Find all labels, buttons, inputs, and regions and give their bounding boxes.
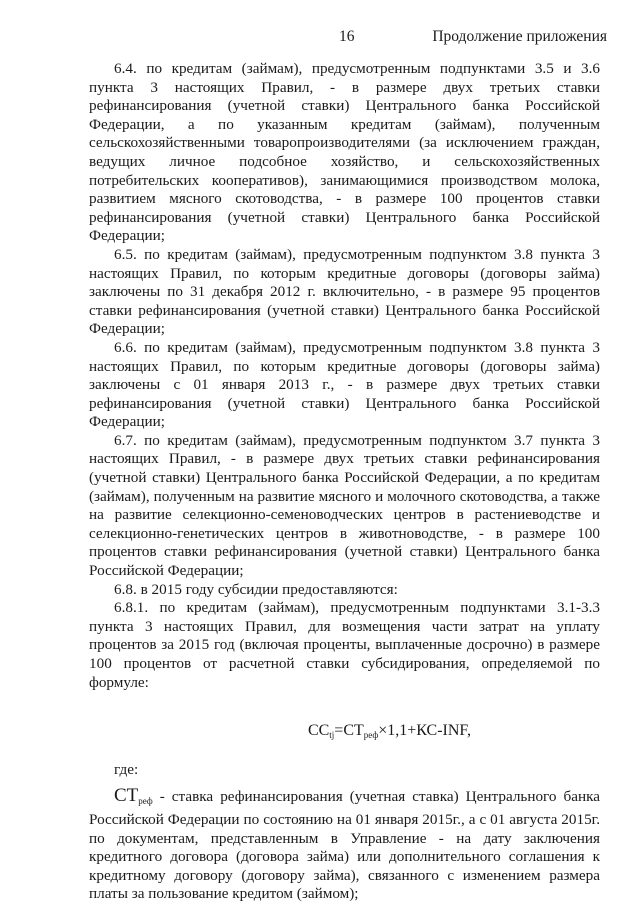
definition-symbol-sub: реф bbox=[138, 796, 153, 807]
formula-eq: = bbox=[334, 722, 344, 740]
header-note: Продолжение приложения bbox=[432, 28, 607, 45]
paragraph-6-4: 6.4. по кредитам (займам), предусмотренным подпунктами 3.5 и 3.6 пункта 3 настоящих Правил, - в размере двух третьих ставки рефинансирования (учетной ставки) Центрального банка Российской Федерации, а по указанным кредитам (займам), полученным сельскохозяйственными товаропроизводителями (за исключением граждан, ведущих личное подсобное хозяйство, и сельскохозяйственных потребительских кооперативов), занимающимися производством молока, развитием мясного скотоводства, - в размере 100 процентов ставки рефинансирования (учетной ставки) Центрального банка Российской Федерации; bbox=[89, 60, 600, 245]
where-label: где: bbox=[114, 760, 139, 778]
subsidy-formula bbox=[89, 722, 600, 745]
paragraph-6-6: 6.6. по кредитам (займам), предусмотренным подпунктом 3.8 пункта 3 настоящих Правил, по которым кредитные договоры (договоры займа) заключены с 01 января 2013 г., - в размере двух третьих ставки рефинансирования (учетной ставки) Центрального банка Российской Федерации; bbox=[89, 338, 600, 431]
paragraph-6-7: 6.7. по кредитам (займам), предусмотренным подпунктом 3.7 пункта 3 настоящих Правил, - в размере двух третьих ставки рефинансирования (учетной ставки) Центрального банка Российской Федерации, а по кредитам (займам), полученным на развитие мясного и молочного скотоводства, а также на развитие селекционно-семеноводческих центров в растениеводстве и селекционно-генетических центров в животноводстве, - в размере 100 процентов ставки рефинансирования (учетной ставки) Центрального банка Российской Федерации; bbox=[89, 431, 600, 580]
definition-text: - ставка рефинансирования (учетная ставка) Центрального банка Российской Федерации по состоянию на 01 января 2015г., а с 01 августа 2015г. по документам, представленным в Управление - на дату заключения кредитного договора (договора займа) или дополнительного соглашения к кредитному договору (договору займа), связанного с изменением размера платы за пользование кредитом (займом); bbox=[89, 788, 600, 903]
formula-st: СТ bbox=[343, 722, 364, 740]
document-body bbox=[89, 60, 600, 904]
page-header bbox=[0, 28, 640, 50]
paragraph-6-8-1: 6.8.1. по кредитам (займам), предусмотренным подпунктами 3.1-3.3 пункта 3 настоящих Правил, для возмещения части затрат на уплату процентов за 2015 год (включая проценты, выплаченные досрочно) в размере 100 процентов от расчетной ставки субсидирования, определяемой по формуле: bbox=[89, 599, 600, 691]
formula-rest: ×1,1+КС-INF bbox=[378, 722, 468, 740]
formula-st-sub: реф bbox=[363, 730, 379, 741]
formula-lhs-sub: tj bbox=[329, 730, 335, 741]
definition-symbol-main: СТ bbox=[114, 785, 139, 807]
page-number: 16 bbox=[339, 28, 355, 45]
paragraph-6-8: 6.8. в 2015 году субсидии предоставляются: bbox=[114, 580, 398, 598]
formula-tail: , bbox=[467, 722, 472, 740]
formula-lhs: СС bbox=[307, 722, 330, 740]
paragraph-6-5: 6.5. по кредитам (займам), предусмотренным подпунктом 3.8 пункта 3 настоящих Правил, по которым кредитные договоры (договоры займа) заключены по 31 декабря 2012 г. включительно, - в размере 95 процентов ставки рефинансирования (учетной ставки) Центрального банка Российской Федерации; bbox=[89, 245, 600, 338]
definition-symbol bbox=[114, 785, 153, 806]
definition-st-ref bbox=[89, 787, 600, 904]
